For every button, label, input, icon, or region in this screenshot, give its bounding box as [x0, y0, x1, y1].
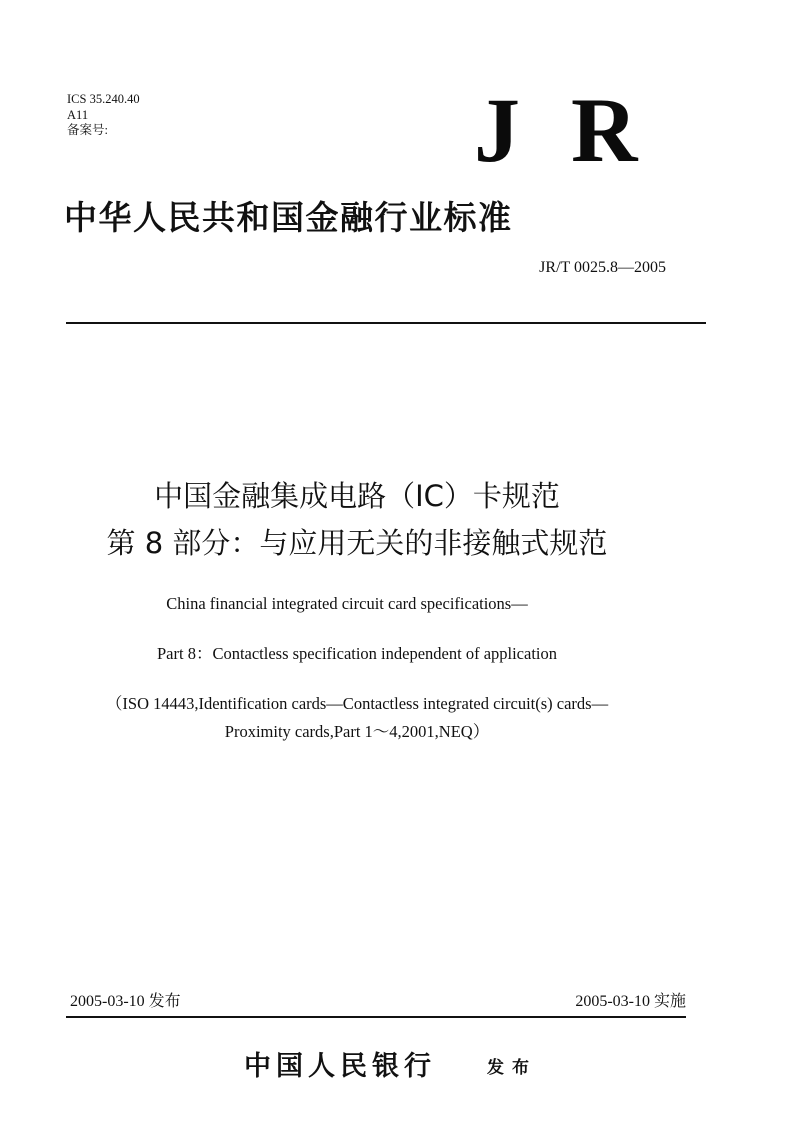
- title-cn-line-2: 第 8 部分：与应用无关的非接触式规范: [106, 526, 608, 560]
- title-en-line-3: （ISO 14443,Identification cards—Contactless integrated circuit(s) cards—: [105, 694, 609, 713]
- standard-type-heading: 中华人民共和国金融行业标准: [64, 198, 513, 237]
- implementation-date: 2005-03-10 实施: [575, 993, 686, 1010]
- record-number-label: 备案号:: [67, 123, 108, 137]
- classification-code: A11: [67, 108, 89, 122]
- header-divider: [66, 322, 706, 324]
- footer-divider: [66, 1016, 686, 1018]
- title-en-line-2: Part 8：Contactless specification independent of application: [156, 644, 557, 663]
- jr-logo: J R: [474, 79, 652, 181]
- title-en-line-4: Proximity cards,Part 1～4,2001,NEQ）: [224, 722, 490, 741]
- issue-date: 2005-03-10 发布: [70, 993, 181, 1010]
- ics-code: ICS 35.240.40: [67, 92, 140, 106]
- issuer-action: 发布: [487, 1058, 537, 1078]
- title-en-line-1: China financial integrated circuit card specifications—: [166, 594, 528, 613]
- standard-number: JR/T 0025.8—2005: [539, 259, 666, 276]
- title-cn-line-1: 中国金融集成电路（IC）卡规范: [154, 479, 560, 513]
- issuer-name: 中国人民银行: [244, 1051, 436, 1082]
